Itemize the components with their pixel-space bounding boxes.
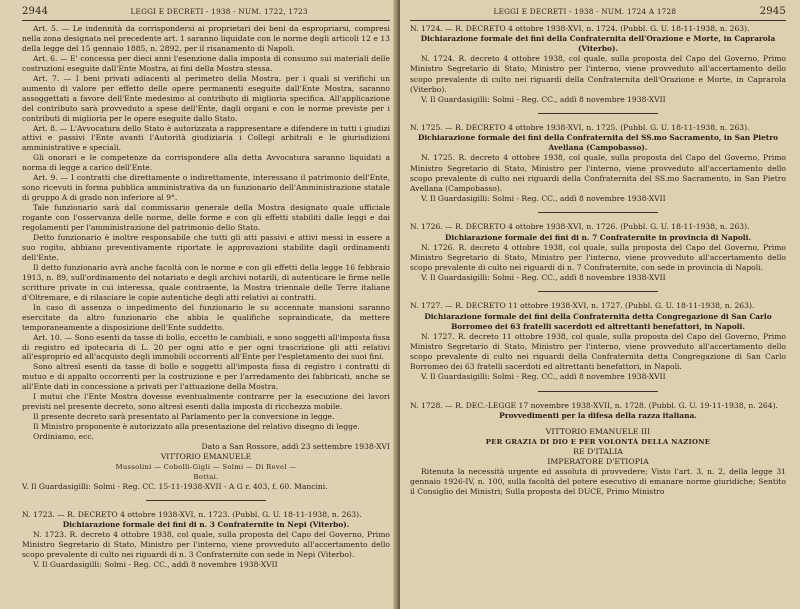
decree-caption-1724: Dichiarazione formale dei fini della Confraternita dell'Orazione e Morte, in Caprarola (Viterbo).: [420, 34, 776, 54]
left-page: [0, 0, 397, 609]
decree-header-1726: N. 1726. — R. DECRETO 4 ottobre 1938-XVI, n. 1726. (Pubbl. G. U. 18-11-1938, n. 263).: [410, 222, 750, 232]
section-rule: [538, 212, 658, 213]
decree-body-1723: N. 1723. R. decreto 4 ottobre 1938, col quale, sulla proposta del Capo del Governo, Primo Ministro Segretario di Stato, Ministro per l'interno, viene provveduto all'accertamento dello scopo prevalente di culto nei riguardi di n. 3 Confraternite con sede in Nepi (Viterbo).: [22, 529, 390, 559]
decree-body-1725: N. 1725. R. decreto 4 ottobre 1938, col quale, sulla proposta del Capo del Governo, Primo Ministro Segretario di Stato, Ministro per l'interno, viene provveduto all'accertamento dello scopo prevalente di culto nei riguardi della Confraternita del SS.mo Sacramento, in San Pietro Avellana (Campobasso).: [410, 153, 786, 194]
decree-registration-1725: V. Il Guardasigilli: Solmi - Reg. CC., addì 8 novembre 1938-XVII: [421, 194, 666, 204]
paragraph: Art. 7. — I beni privati adiacenti al perimetro della Mostra, per i quali si verifichi un aumento di valore per effetto delle opere permanenti eseguite dall'Ente Mostra, saranno assoggettati a favore dell'Ente medesimo al contributo di miglioria specifica. All'applicazione del contributo sarà provveduto a spese dell'Ente, dagli organi e con le norme previste per i contributi di miglioria per le opere eseguite dallo Stato.: [22, 73, 390, 123]
king-signature: VITTORIO EMANUELE: [160, 451, 252, 461]
decree-caption-1723: Dichiarazione formale dei fini di n. 3 Confraternite in Nepi (Viterbo).: [62, 519, 350, 529]
signatories-line-2: Bottai.: [193, 472, 219, 481]
decree-caption-1726: Dichiarazione formale dei fini di n. 7 Confraternite in provincia di Napoli.: [444, 232, 751, 242]
paragraph: Art. 9. — I contratti che direttamente o indirettamente, interessano il patrimonio dell'Ente, sono ricevuti in forma pubblica amministrativa da un funzionario dell'Amministrazione statale di gruppo A di grado non inferiore al 9°.: [22, 173, 390, 203]
paragraph: In caso di assenza o impedimento del funzionario le su accennate mansioni saranno esercitate da altro funzionario che abbia le qualifiche sopraindicate, da mettere temporaneamente a disposizione dell'Ente suddetto.: [22, 302, 390, 332]
section-rule: [146, 500, 266, 501]
right-running-head: [410, 0, 786, 20]
decree-registration-1724: V. Il Guardasigilli: Solmi - Reg. CC., addì 8 novembre 1938-XVII: [421, 95, 666, 105]
dated-line: Dato a San Rossore, addì 23 settembre 1938-XVI: [201, 442, 390, 452]
decree-caption-1727: Dichiarazione formale dei fini della Confraternita detta Congregazione di San Carlo Borromeo dei 63 fratelli sacerdoti ed altrettanti benefattori, in Napoli.: [424, 311, 772, 331]
left-running-title: LEGGI E DECRETI - 1938 - NUM. 1722, 1723: [130, 7, 308, 16]
paragraph: Detto funzionario è inoltre responsabile che tutti gli atti passivi e attivi messi in essere a suo rogito, abbiano preventivamente riportate le approvazioni stabilite dagli ordinamenti dell'Ente.: [22, 233, 390, 262]
section-rule: [538, 113, 658, 114]
decree-registration-1723: V. Il Guardasigilli: Solmi - Reg. CC., addì 8 novembre 1938-XVII: [33, 559, 278, 569]
paragraph: Sono altresì esenti da tasse di bollo e soggetti all'imposta fissa di registro i contratti di mutuo e di appalto occorrenti per la costruzione e per l'arredamento dei fabbricati, anche se all'Ente dati in concessione a privati per l'attuazione della Mostra.: [22, 362, 390, 392]
paragraph: Tale funzionario sarà dal commissario generale della Mostra designato quale ufficiale rogante con l'osservanza delle norme, delle forme e con gli effetti stabiliti dalle leggi e dai regolamenti per l'amministrazione del patrimonio dello Stato.: [22, 203, 390, 233]
king-name-1728: VITTORIO EMANUELE III: [545, 426, 651, 436]
decree-header-1724: N. 1724. — R. DECRETO 4 ottobre 1938-XVI, n. 1724. (Pubbl. G. U. 18-11-1938, n. 263).: [410, 24, 750, 33]
paragraph: Art. 8. — L'Avvocatura dello Stato è autorizzata a rappresentare e difendere in tutti i giudizi attivi e passivi l'Ente avanti l'Autorità giudiziaria i Collegi arbitrali e le giurisdizioni amministrative e speciali.: [22, 123, 390, 153]
paragraph: Il presente decreto sarà presentato al Parlamento per la conversione in legge.: [33, 412, 335, 422]
decree-header-1723: N. 1723. — R. DECRETO 4 ottobre 1938-XVI, n. 1723. (Pubbl. G. U. 18-11-1938, n. 263).: [22, 509, 362, 519]
right-running-title: LEGGI E DECRETI - 1938 - NUM. 1724 A 1728: [493, 7, 677, 16]
registration-line: V. Il Guardasigilli: Solmi - Reg. CC. 15-11-1938-XVII - A G r. 403, f. 60. Mancini.: [22, 481, 328, 491]
left-running-head: [22, 0, 390, 20]
decree-preamble-1728: Ritenuta la necessità urgente ed assoluta di provvedere; Visto l'art. 3, n. 2, della legge 31 gennaio 1926-IV, n. 100, sulla facoltà del potere esecutivo di emanare norme giuridiche; Sentito il Consiglio dei Ministri; Sulla proposta del DUCE, Primo Ministro: [410, 466, 786, 497]
paragraph: Art. 5. — Le indennità da corrispondersi ai proprietari dei beni da espropriarsi, compresi nella zona designata nel precedente art. 1 saranno liquidate con le norme degli articoli 12 e 13 della legge del 15 gennaio 1885, n. 2892, per il risanamento di Napoli.: [22, 24, 390, 53]
royal-title-1: RE D'ITALIA: [573, 446, 623, 456]
paragraph: Il detto funzionario avrà anche facoltà con le norme e con gli effetti della legge 16 febbraio 1913, n. 89, sull'ordinamento del notariato e degli archivi notarili, di autenticare le firme nelle scritture private in cui interessa, quale contraente, la Mostra triennale delle Terre italiane d'Oltremare, e di rilasciare le copie autentiche degli atti relativi ai contratti.: [22, 262, 390, 302]
decree-body-1724: N. 1724. R. decreto 4 ottobre 1938, col quale, sulla proposta del Capo del Governo, Primo Ministro Segretario di Stato, Ministro per l'interno, viene provveduto all'accertamento dello scopo prevalente di culto nei riguardi della Confraternita dell'Orazione e Morte, in Caprarola (Viterbo).: [410, 54, 786, 94]
right-body-text: [410, 24, 786, 497]
signatories-line-1: Mussolini — Cobolli-Gigli — Solmi — Di Revel —: [115, 462, 297, 471]
head-rule: [410, 20, 786, 21]
left-body-text: [22, 24, 390, 570]
paragraph: Art. 6. — E' concessa per dieci anni l'esenzione dalla imposta di consumo sui materiali delle costruzioni eseguite dall'Ente Mostra, ai fini della Mostra stessa.: [22, 53, 390, 73]
right-page: [400, 0, 800, 609]
left-page-number: 2944: [22, 6, 49, 17]
decree-header-1728: N. 1728. — R. DEC.-LEGGE 17 novembre 1938-XVII, n. 1728. (Pubbl. G. U. 19-11-1938, n. 264).: [410, 400, 778, 410]
decree-caption-1725: Dichiarazione formale dei fini della Confraternita del SS.mo Sacramento, in San Pietro Avellana (Campobasso).: [417, 133, 779, 153]
paragraph: Ordiniamo, ecc.: [33, 432, 95, 442]
grace-line: PER GRAZIA DI DIO E PER VOLONTÀ DELLA NAZIONE: [485, 437, 711, 446]
decree-body-1726: N. 1726. R. decreto 4 ottobre 1938, col quale, sulla proposta del Capo del Governo, Primo Ministro Segretario di Stato, Ministro per l'interno, viene provveduto all'accertamento dello scopo prevalente di culto nei riguardi di n. 7 Confraternite, con sede in provincia di Napoli.: [410, 242, 786, 273]
head-rule: [22, 20, 390, 21]
paragraph: Gli onorari e le competenze da corrispondere alla detta Avvocatura saranno liquidati a norma di legge a carico dell'Ente.: [22, 153, 390, 173]
right-page-number: 2945: [759, 6, 786, 17]
section-rule: [538, 391, 658, 392]
paragraph: I mutui che l'Ente Mostra dovesse eventualmente contrarre per la esecuzione dei lavori previsti nel presente decreto, sono altresì esenti dalla imposta di ricchezza mobile.: [22, 392, 390, 412]
royal-title-2: IMPERATORE D'ETIOPIA: [547, 456, 649, 466]
decree-registration-1727: V. Il Guardasigilli: Solmi - Reg. CC., addì 8 novembre 1938-XVII: [421, 372, 666, 382]
decree-registration-1726: V. Il Guardasigilli: Solmi - Reg. CC., addì 8 novembre 1938-XVII: [421, 273, 666, 283]
paragraph: Art. 10. — Sono esenti da tasse di bollo, eccetto le cambiali, e sono soggetti all'imposta fissa di registro ed ipotecaria di L. 20 per ogni atto e per ogni trascrizione gli atti relativi all'esproprio ed all'acquisto degli immobili occorrenti all'Ente per l'espletamento dei suoi fini.: [22, 332, 390, 362]
decree-header-1725: N. 1725. — R. DECRETO 4 ottobre 1938-XVI, n. 1725. (Pubbl. G. U. 18-11-1938, n. 263).: [410, 123, 750, 133]
decree-header-1727: N. 1727. — R. DECRETO 11 ottobre 1938-XVI, n. 1727. (Pubbl. G. U. 18-11-1938, n. 263).: [410, 301, 755, 311]
decree-caption-1728: Provvedimenti per la difesa della razza italiana.: [499, 410, 697, 420]
section-rule: [538, 291, 658, 292]
decree-body-1727: N. 1727. R. decreto 11 ottobre 1938, col quale, sulla proposta del Capo del Governo, Primo Ministro Segretario di Stato, Ministro per l'interno, viene provveduto all'accertamento dello scopo prevalente di culto nei riguardi della Confraternita detta Congregazione di San Carlo Borromeo dei 63 fratelli sacerdoti ed altrettanti benefattori, in Napoli.: [410, 331, 786, 372]
paragraph: Il Ministro proponente è autorizzato alla presentazione del relativo disegno di legge.: [33, 422, 360, 432]
